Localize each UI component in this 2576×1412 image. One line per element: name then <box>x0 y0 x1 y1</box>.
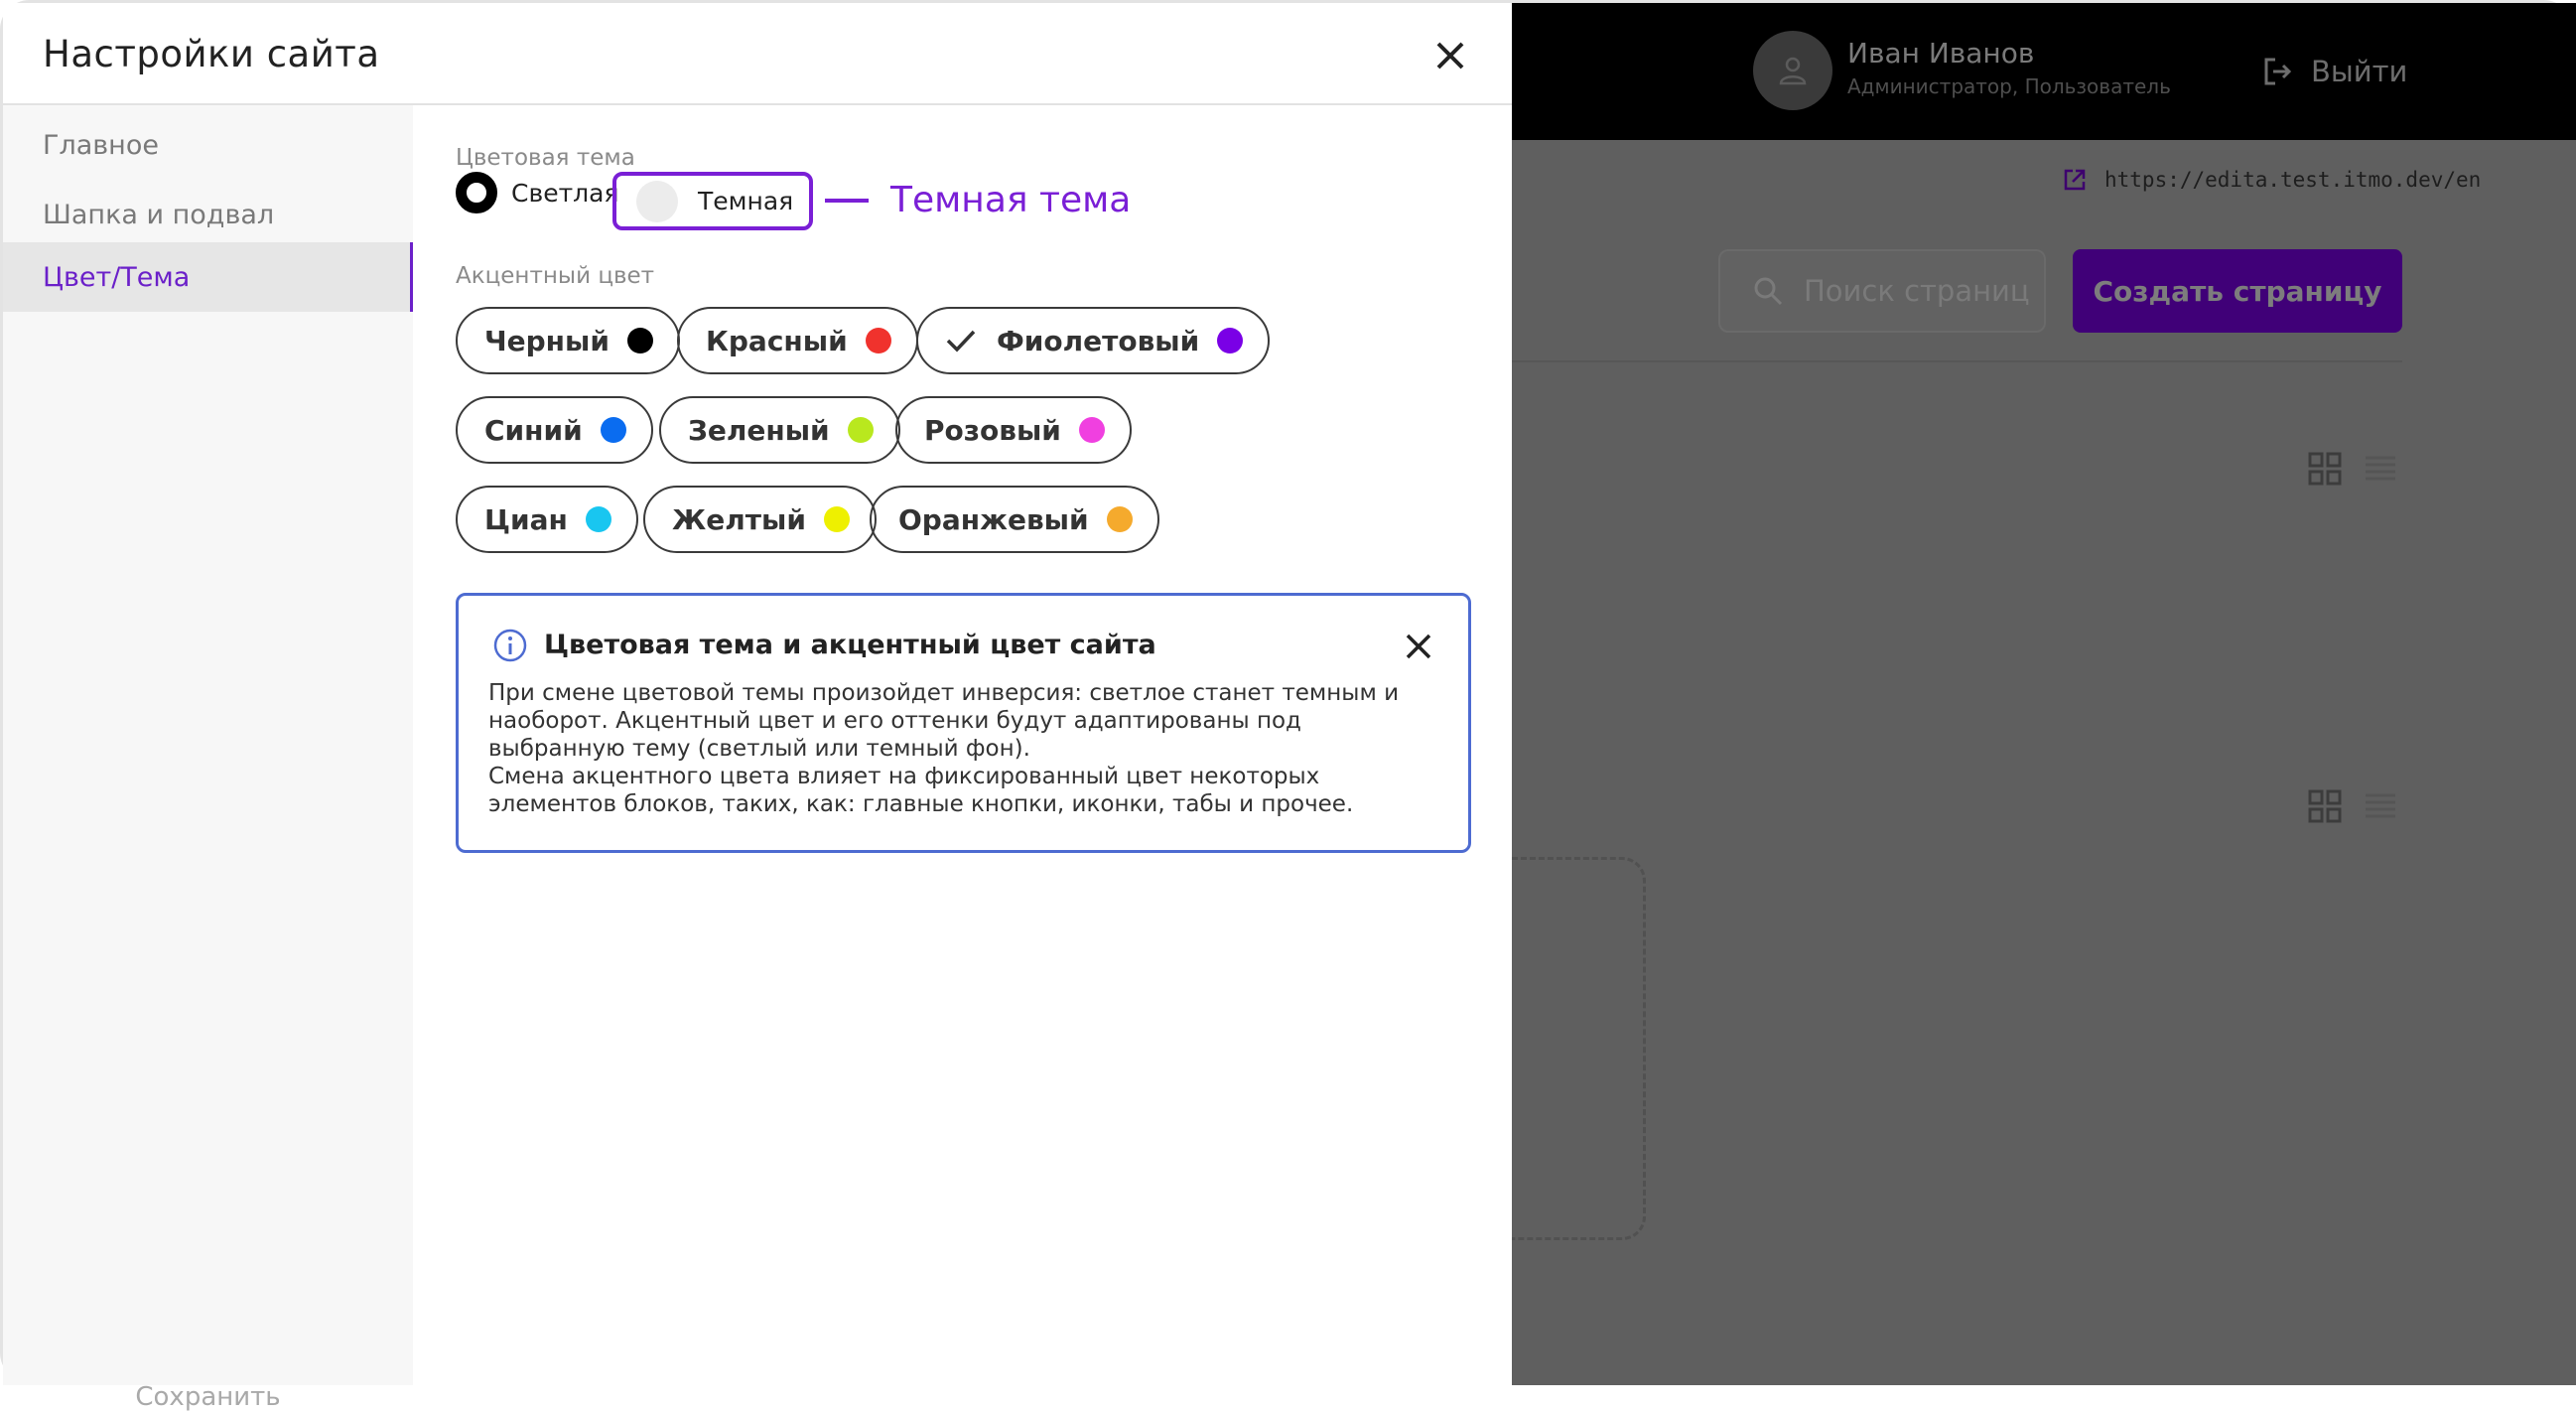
modal-header <box>3 3 1512 105</box>
view-toggle[interactable] <box>2308 789 2397 823</box>
user-role: Администратор, Пользователь <box>1847 74 2171 98</box>
info-paragraph: Смена акцентного цвета влияет на фиксированный цвет некоторых элементов блоков, таких, как: главные кнопки, иконки, табы и прочее. <box>488 764 1354 817</box>
user-icon <box>1775 53 1811 88</box>
color-swatch <box>627 328 653 353</box>
sidebar-item-color-theme[interactable] <box>3 242 413 312</box>
save-button[interactable]: Сохранить <box>135 1382 281 1412</box>
app-header <box>1512 3 2576 140</box>
info-title: Цветовая тема и акцентный цвет сайта <box>544 630 1156 660</box>
avatar <box>1753 31 1832 110</box>
info-icon <box>492 628 528 663</box>
background-app-overlay[interactable] <box>1512 3 2576 1385</box>
color-swatch <box>848 417 874 443</box>
annotation-text: Темная тема <box>890 180 1132 220</box>
check-icon <box>945 327 977 354</box>
info-paragraph: При смене цветовой темы произойдет инверсия: светлое станет темным и наоборот. Акцентный цвет и его оттенки будут адаптированы под выбранную тему (светлый или темный фон). <box>488 680 1400 762</box>
accent-chip-violet[interactable] <box>916 307 1270 374</box>
grid-view-icon[interactable] <box>2308 789 2342 823</box>
theme-option-light[interactable] <box>456 172 618 213</box>
theme-section-label: Цветовая тема <box>456 145 635 171</box>
info-body <box>488 679 1441 818</box>
dark-theme-annotation <box>825 180 1131 220</box>
info-notice <box>456 593 1471 853</box>
color-swatch <box>1079 417 1105 443</box>
search-input[interactable] <box>1718 249 2046 333</box>
site-link-url: https://edita.test.itmo.dev/en <box>2104 168 2482 192</box>
color-swatch <box>586 506 611 532</box>
external-link-icon <box>2063 168 2087 192</box>
accent-chip-black[interactable] <box>456 307 680 374</box>
list-view-icon[interactable] <box>2364 452 2397 486</box>
theme-option-dark[interactable] <box>612 172 813 230</box>
user-name: Иван Иванов <box>1847 37 2035 70</box>
accent-chip-blue[interactable] <box>456 396 653 464</box>
search-placeholder: Поиск страниц <box>1804 274 2030 308</box>
accent-chip-green[interactable] <box>659 396 900 464</box>
accent-chip-yellow[interactable] <box>643 486 877 553</box>
chip-label: Желтый <box>672 502 806 536</box>
settings-sidebar <box>3 105 413 1412</box>
radio-unselected[interactable] <box>636 181 678 222</box>
chip-label: Фиолетовый <box>997 324 1200 357</box>
accent-chip-cyan[interactable] <box>456 486 638 553</box>
sidebar-item-label: Цвет/Тема <box>43 261 191 293</box>
theme-option-label: Темная <box>698 187 794 215</box>
view-toggle[interactable] <box>2308 452 2397 486</box>
chip-label: Оранжевый <box>898 502 1089 536</box>
color-swatch <box>866 328 891 353</box>
chip-label: Циан <box>484 502 568 536</box>
logout-button[interactable] <box>2261 55 2407 88</box>
accent-chip-orange[interactable] <box>870 486 1159 553</box>
theme-option-label: Светлая <box>511 178 619 208</box>
color-swatch <box>1107 506 1133 532</box>
sidebar-item-label: Главное <box>43 129 159 161</box>
accent-chip-pink[interactable] <box>895 396 1132 464</box>
color-swatch <box>824 506 850 532</box>
sidebar-item-label: Шапка и подвал <box>43 199 275 230</box>
sidebar-item-main[interactable] <box>3 110 413 180</box>
color-swatch <box>601 417 626 443</box>
annotation-line <box>825 199 869 203</box>
sidebar-item-header-footer[interactable] <box>3 180 413 249</box>
accent-chip-red[interactable] <box>677 307 918 374</box>
modal-title: Настройки сайта <box>43 33 380 75</box>
close-icon[interactable] <box>1430 36 1470 75</box>
create-page-button[interactable]: Создать страницу <box>2073 249 2402 333</box>
logout-icon <box>2261 56 2293 87</box>
site-settings-modal <box>3 3 1512 1412</box>
search-icon <box>1752 275 1784 307</box>
chip-label: Зеленый <box>688 413 830 447</box>
accent-section-label: Акцентный цвет <box>456 263 655 289</box>
chip-label: Розовый <box>924 413 1061 447</box>
logout-label: Выйти <box>2311 55 2408 88</box>
close-icon[interactable] <box>1404 632 1433 661</box>
chip-label: Синий <box>484 413 583 447</box>
list-view-icon[interactable] <box>2364 789 2397 823</box>
dropzone-placeholder <box>1512 857 1646 1240</box>
chip-label: Красный <box>706 324 848 357</box>
divider <box>1512 360 2402 362</box>
grid-view-icon[interactable] <box>2308 452 2342 486</box>
site-link[interactable] <box>2063 168 2481 192</box>
radio-selected[interactable] <box>456 172 497 213</box>
color-swatch <box>1217 328 1243 353</box>
chip-label: Черный <box>484 324 610 357</box>
